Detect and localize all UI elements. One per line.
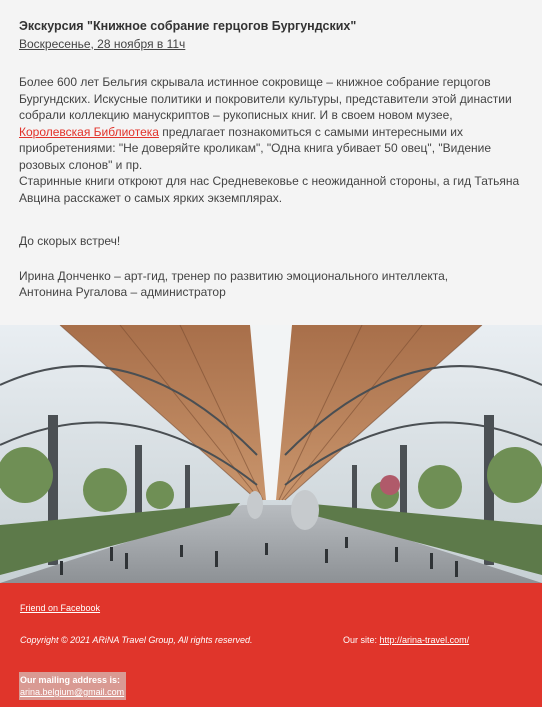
email-content [0,0,542,325]
event-date[interactable]: Воскресенье, 28 ноября в 11ч [19,36,186,51]
signature-line-2: Антонина Ругалова – администратор [19,285,226,299]
mailing-address [19,672,126,700]
guide-text: Старинные книги откроют для нас Средневековье с неожиданной стороны, а гид Татьяна Авцина расскажет о самых ярких экземплярах. [19,174,520,205]
event-title: Экскурсия "Книжное собрание герцогов Бургундских" [19,19,357,33]
copyright-text: Copyright © 2021 ARiNA Travel Group, All rights reserved. [20,635,253,645]
signature [19,268,523,301]
museum-hall-photo [0,325,542,583]
facebook-link[interactable]: Friend on Facebook [20,603,101,613]
signature-line-1: Ирина Донченко – арт-гид, тренер по развитию эмоционального интеллекта, [19,268,449,283]
footer [0,583,542,707]
event-description [19,74,523,206]
description-text-continued: предлагает познакомиться с самыми интересными их приобретениями: "Не доверяйте кроликам", "Одна книга убивает 50 овец", "Видение розовых слонов" и пр. [19,124,492,172]
farewell-text: До скорых встреч! [19,234,121,248]
site-info [343,635,469,645]
mailing-label: Our mailing address is: [20,675,121,685]
royal-library-link[interactable]: Королевская Библиотека [19,124,159,139]
description-text: Более 600 лет Бельгия скрывала истинное сокровище – книжное собрание герцогов Бургундских. Искусные политики и покровители культуры, представители этой династии собрали коллекцию манускриптов – рукописных книг. И в своем новом музее, [19,75,512,122]
site-link[interactable]: http://arina-travel.com/ [379,635,470,645]
mailing-email-link[interactable]: arina.belgium@gmail.com [20,687,125,697]
site-label: Our site: [343,635,378,645]
